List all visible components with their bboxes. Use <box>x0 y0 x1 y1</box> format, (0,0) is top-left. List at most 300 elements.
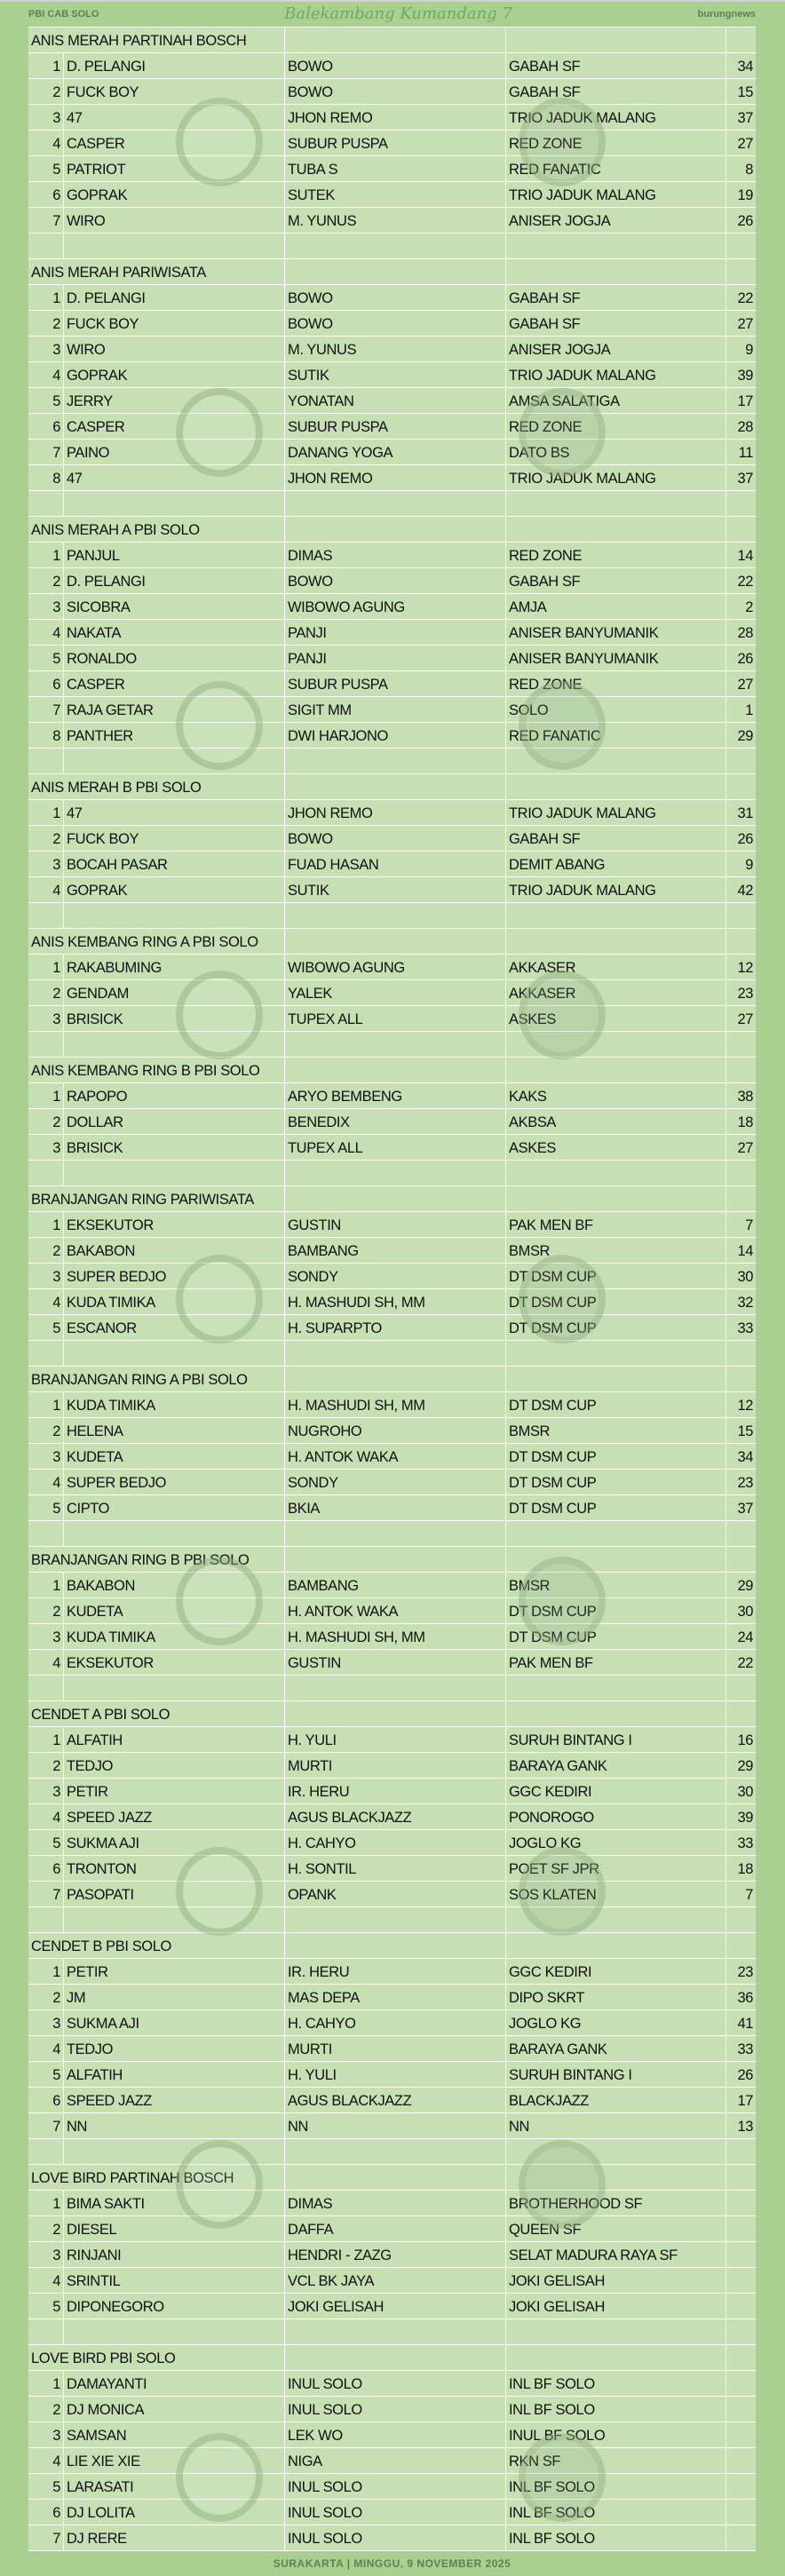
owner-cell[interactable]: INUL SOLO <box>285 2397 506 2421</box>
empty-cell[interactable] <box>28 491 64 516</box>
empty-cell[interactable] <box>726 517 756 542</box>
owner-cell[interactable]: SONDY <box>285 1470 506 1494</box>
owner-cell[interactable]: NN <box>285 2113 506 2138</box>
team-cell[interactable]: SELAT MADURA RAYA SF <box>506 2242 726 2267</box>
score-cell[interactable]: 29 <box>737 1758 753 1774</box>
rank-cell[interactable]: 1 <box>28 1212 64 1237</box>
empty-cell[interactable] <box>726 28 756 52</box>
owner-cell[interactable]: M. YUNUS <box>285 337 506 361</box>
bird-name-cell[interactable]: PETIR <box>64 1959 285 1984</box>
score-cell[interactable]: 30 <box>737 1269 753 1285</box>
empty-cell[interactable] <box>285 1521 506 1546</box>
score-cell[interactable]: 33 <box>737 1835 753 1851</box>
bird-name-cell[interactable]: PATRIOT <box>64 156 285 181</box>
rank-cell[interactable]: 4 <box>28 2268 64 2293</box>
bird-name-cell[interactable]: RINJANI <box>64 2242 285 2267</box>
score-cell[interactable]: 34 <box>737 59 753 75</box>
section-title-cell[interactable]: ANIS KEMBANG RING A PBI SOLO <box>28 929 285 954</box>
rank-cell[interactable]: 8 <box>28 465 64 490</box>
owner-cell[interactable]: H. SUPARPTO <box>285 1315 506 1340</box>
empty-cell[interactable] <box>726 1341 756 1366</box>
bird-name-cell[interactable]: GENDAM <box>64 980 285 1005</box>
owner-cell[interactable]: NUGROHO <box>285 1418 506 1443</box>
bird-name-cell[interactable]: BAKABON <box>64 1238 285 1263</box>
bird-name-cell[interactable]: RAKABUMING <box>64 955 285 979</box>
rank-cell[interactable]: 6 <box>28 2500 64 2524</box>
owner-cell[interactable]: H. SONTIL <box>285 1856 506 1881</box>
bird-name-cell[interactable]: D. PELANGI <box>64 53 285 78</box>
owner-cell[interactable]: TUPEX ALL <box>285 1135 506 1160</box>
empty-cell[interactable] <box>28 1341 64 1366</box>
team-cell[interactable]: GABAH SF <box>506 285 726 310</box>
owner-cell[interactable]: DWI HARJONO <box>285 723 506 748</box>
rank-cell[interactable]: 2 <box>28 568 64 593</box>
bird-name-cell[interactable]: SAMSAN <box>64 2422 285 2447</box>
empty-cell[interactable] <box>506 1341 726 1366</box>
owner-cell[interactable]: GUSTIN <box>285 1650 506 1675</box>
team-cell[interactable]: DT DSM CUP <box>506 1315 726 1340</box>
owner-cell[interactable]: AGUS BLACKJAZZ <box>285 2088 506 2112</box>
team-cell[interactable]: DT DSM CUP <box>506 1444 726 1469</box>
score-cell[interactable]: 27 <box>737 677 753 693</box>
empty-cell[interactable] <box>506 1161 726 1185</box>
owner-cell[interactable]: SUBUR PUSPA <box>285 671 506 696</box>
owner-cell[interactable]: DAFFA <box>285 2216 506 2241</box>
rank-cell[interactable]: 3 <box>28 852 64 876</box>
empty-cell[interactable] <box>506 2319 726 2344</box>
owner-cell[interactable]: DANANG YOGA <box>285 440 506 464</box>
score-cell[interactable]: 13 <box>737 2119 753 2135</box>
score-cell[interactable]: 2 <box>745 599 753 615</box>
owner-cell[interactable]: GUSTIN <box>285 1212 506 1237</box>
owner-cell[interactable]: LEK WO <box>285 2422 506 2447</box>
score-cell[interactable]: 23 <box>737 1964 753 1980</box>
team-cell[interactable]: ANISER BANYUMANIK <box>506 620 726 645</box>
owner-cell[interactable]: MAS DEPA <box>285 1985 506 2009</box>
score-cell[interactable]: 27 <box>737 136 753 152</box>
bird-name-cell[interactable]: BRISICK <box>64 1006 285 1031</box>
owner-cell[interactable]: H. MASHUDI SH, MM <box>285 1624 506 1649</box>
owner-cell[interactable]: AGUS BLACKJAZZ <box>285 1804 506 1829</box>
bird-name-cell[interactable]: 47 <box>64 800 285 825</box>
empty-cell[interactable] <box>285 1161 506 1185</box>
bird-name-cell[interactable]: GOPRAK <box>64 362 285 387</box>
rank-cell[interactable]: 1 <box>28 1959 64 1984</box>
section-title-cell[interactable]: BRANJANGAN RING PARIWISATA <box>28 1186 285 1211</box>
empty-cell[interactable] <box>506 1186 726 1211</box>
owner-cell[interactable]: INUL SOLO <box>285 2474 506 2499</box>
score-cell[interactable] <box>726 2242 756 2267</box>
empty-cell[interactable] <box>726 491 756 516</box>
rank-cell[interactable]: 3 <box>28 337 64 361</box>
section-title-cell[interactable]: LOVE BIRD PARTINAH BOSCH <box>28 2165 285 2190</box>
score-cell[interactable]: 27 <box>737 1011 753 1027</box>
empty-cell[interactable] <box>64 1032 285 1057</box>
rank-cell[interactable]: 5 <box>28 156 64 181</box>
empty-cell[interactable] <box>64 903 285 928</box>
bird-name-cell[interactable]: DJ MONICA <box>64 2397 285 2421</box>
score-cell[interactable] <box>726 2397 756 2421</box>
team-cell[interactable]: TRIO JADUK MALANG <box>506 465 726 490</box>
rank-cell[interactable]: 1 <box>28 1573 64 1597</box>
bird-name-cell[interactable]: CIPTO <box>64 1495 285 1520</box>
empty-cell[interactable] <box>285 1676 506 1700</box>
bird-name-cell[interactable]: RAPOPO <box>64 1083 285 1108</box>
rank-cell[interactable]: 8 <box>28 723 64 748</box>
empty-cell[interactable] <box>726 2139 756 2164</box>
rank-cell[interactable]: 1 <box>28 955 64 979</box>
team-cell[interactable]: GABAH SF <box>506 311 726 336</box>
bird-name-cell[interactable]: D. PELANGI <box>64 285 285 310</box>
rank-cell[interactable]: 5 <box>28 646 64 670</box>
rank-cell[interactable]: 2 <box>28 2397 64 2421</box>
section-title-cell[interactable]: ANIS MERAH PARIWISATA <box>28 259 285 284</box>
score-cell[interactable] <box>726 2268 756 2293</box>
owner-cell[interactable]: BOWO <box>285 79 506 104</box>
team-cell[interactable]: TRIO JADUK MALANG <box>506 362 726 387</box>
empty-cell[interactable] <box>506 774 726 799</box>
team-cell[interactable]: JOGLO KG <box>506 1830 726 1855</box>
owner-cell[interactable]: BOWO <box>285 285 506 310</box>
empty-cell[interactable] <box>64 1161 285 1185</box>
empty-cell[interactable] <box>285 1341 506 1366</box>
empty-cell[interactable] <box>506 1676 726 1700</box>
score-cell[interactable]: 11 <box>738 445 753 461</box>
team-cell[interactable]: SOS KLATEN <box>506 1882 726 1906</box>
rank-cell[interactable]: 2 <box>28 2216 64 2241</box>
team-cell[interactable]: RED FANATIC <box>506 156 726 181</box>
rank-cell[interactable]: 6 <box>28 1856 64 1881</box>
score-cell[interactable]: 9 <box>745 857 753 873</box>
rank-cell[interactable]: 5 <box>28 2062 64 2087</box>
bird-name-cell[interactable]: ESCANOR <box>64 1315 285 1340</box>
empty-cell[interactable] <box>285 1032 506 1057</box>
empty-cell[interactable] <box>64 1907 285 1932</box>
owner-cell[interactable]: SONDY <box>285 1264 506 1288</box>
score-cell[interactable]: 34 <box>737 1449 753 1465</box>
rank-cell[interactable]: 6 <box>28 182 64 207</box>
owner-cell[interactable]: BKIA <box>285 1495 506 1520</box>
empty-cell[interactable] <box>285 903 506 928</box>
bird-name-cell[interactable]: DOLLAR <box>64 1109 285 1134</box>
score-cell[interactable]: 27 <box>737 1140 753 1156</box>
owner-cell[interactable]: SUBUR PUSPA <box>285 131 506 155</box>
score-cell[interactable]: 26 <box>737 2067 753 2083</box>
score-cell[interactable]: 37 <box>737 471 753 487</box>
score-cell[interactable]: 27 <box>737 316 753 332</box>
empty-cell[interactable] <box>285 259 506 284</box>
owner-cell[interactable]: PANJI <box>285 620 506 645</box>
score-cell[interactable]: 33 <box>737 1320 753 1336</box>
empty-cell[interactable] <box>285 234 506 258</box>
empty-cell[interactable] <box>64 2319 285 2344</box>
rank-cell[interactable]: 7 <box>28 2525 64 2550</box>
team-cell[interactable]: JOKI GELISAH <box>506 2294 726 2318</box>
team-cell[interactable]: SOLO <box>506 697 726 722</box>
empty-cell[interactable] <box>726 1907 756 1932</box>
team-cell[interactable]: BROTHERHOOD SF <box>506 2191 726 2215</box>
score-cell[interactable]: 38 <box>737 1089 753 1105</box>
score-cell[interactable]: 14 <box>737 548 753 564</box>
team-cell[interactable]: TRIO JADUK MALANG <box>506 182 726 207</box>
score-cell[interactable]: 36 <box>737 1990 753 2006</box>
bird-name-cell[interactable]: FUCK BOY <box>64 79 285 104</box>
bird-name-cell[interactable]: DJ RERE <box>64 2525 285 2550</box>
score-cell[interactable] <box>726 2422 756 2447</box>
empty-cell[interactable] <box>506 491 726 516</box>
rank-cell[interactable]: 4 <box>28 131 64 155</box>
empty-cell[interactable] <box>726 1161 756 1185</box>
owner-cell[interactable]: H. YULI <box>285 2062 506 2087</box>
section-title-cell[interactable]: BRANJANGAN RING A PBI SOLO <box>28 1367 285 1391</box>
bird-name-cell[interactable]: FUCK BOY <box>64 826 285 851</box>
empty-cell[interactable] <box>64 749 285 773</box>
team-cell[interactable]: JOGLO KG <box>506 2010 726 2035</box>
rank-cell[interactable]: 3 <box>28 1624 64 1649</box>
rank-cell[interactable]: 7 <box>28 697 64 722</box>
empty-cell[interactable] <box>506 1933 726 1958</box>
score-cell[interactable] <box>726 2448 756 2473</box>
empty-cell[interactable] <box>64 234 285 258</box>
rank-cell[interactable]: 2 <box>28 1238 64 1263</box>
score-cell[interactable]: 14 <box>737 1243 753 1259</box>
team-cell[interactable]: INL BF SOLO <box>506 2371 726 2396</box>
team-cell[interactable]: BLACKJAZZ <box>506 2088 726 2112</box>
team-cell[interactable]: GGC KEDIRI <box>506 1779 726 1803</box>
empty-cell[interactable] <box>726 1521 756 1546</box>
rank-cell[interactable]: 4 <box>28 2036 64 2061</box>
owner-cell[interactable]: FUAD HASAN <box>285 852 506 876</box>
score-cell[interactable]: 31 <box>737 805 753 821</box>
bird-name-cell[interactable]: PANJUL <box>64 543 285 567</box>
rank-cell[interactable]: 1 <box>28 53 64 78</box>
owner-cell[interactable]: TUPEX ALL <box>285 1006 506 1031</box>
empty-cell[interactable] <box>506 259 726 284</box>
empty-cell[interactable] <box>28 1161 64 1185</box>
owner-cell[interactable]: BAMBANG <box>285 1573 506 1597</box>
score-cell[interactable]: 39 <box>737 1810 753 1826</box>
team-cell[interactable]: ANISER JOGJA <box>506 208 726 233</box>
team-cell[interactable]: SURUH BINTANG I <box>506 1727 726 1752</box>
empty-cell[interactable] <box>506 1058 726 1082</box>
section-title-cell[interactable]: ANIS MERAH A PBI SOLO <box>28 517 285 542</box>
empty-cell[interactable] <box>28 1676 64 1700</box>
owner-cell[interactable]: IR. HERU <box>285 1779 506 1803</box>
empty-cell[interactable] <box>726 1032 756 1057</box>
empty-cell[interactable] <box>64 491 285 516</box>
empty-cell[interactable] <box>285 774 506 799</box>
empty-cell[interactable] <box>506 749 726 773</box>
section-title-cell[interactable]: ANIS KEMBANG RING B PBI SOLO <box>28 1058 285 1082</box>
owner-cell[interactable]: H. MASHUDI SH, MM <box>285 1289 506 1314</box>
owner-cell[interactable]: WIBOWO AGUNG <box>285 594 506 619</box>
rank-cell[interactable]: 3 <box>28 1135 64 1160</box>
rank-cell[interactable]: 1 <box>28 800 64 825</box>
team-cell[interactable]: ASKES <box>506 1006 726 1031</box>
rank-cell[interactable]: 2 <box>28 79 64 104</box>
empty-cell[interactable] <box>506 1547 726 1572</box>
score-cell[interactable]: 7 <box>745 1887 753 1903</box>
section-title-cell[interactable]: LOVE BIRD PBI SOLO <box>28 2345 285 2370</box>
score-cell[interactable]: 26 <box>737 213 753 229</box>
rank-cell[interactable]: 1 <box>28 543 64 567</box>
bird-name-cell[interactable]: 47 <box>64 105 285 130</box>
owner-cell[interactable]: H. CAHYO <box>285 1830 506 1855</box>
empty-cell[interactable] <box>726 749 756 773</box>
owner-cell[interactable]: IR. HERU <box>285 1959 506 1984</box>
team-cell[interactable]: AKKASER <box>506 980 726 1005</box>
team-cell[interactable]: KAKS <box>506 1083 726 1108</box>
score-cell[interactable]: 29 <box>737 728 753 744</box>
empty-cell[interactable] <box>285 491 506 516</box>
score-cell[interactable]: 23 <box>737 1475 753 1491</box>
team-cell[interactable]: SURUH BINTANG I <box>506 2062 726 2087</box>
rank-cell[interactable]: 5 <box>28 388 64 413</box>
score-cell[interactable]: 28 <box>737 419 753 435</box>
bird-name-cell[interactable]: RAJA GETAR <box>64 697 285 722</box>
team-cell[interactable]: NN <box>506 2113 726 2138</box>
score-cell[interactable]: 7 <box>745 1217 753 1233</box>
bird-name-cell[interactable]: SUKMA AJI <box>64 2010 285 2035</box>
bird-name-cell[interactable]: HELENA <box>64 1418 285 1443</box>
team-cell[interactable]: AMSA SALATIGA <box>506 388 726 413</box>
rank-cell[interactable]: 2 <box>28 980 64 1005</box>
team-cell[interactable]: TRIO JADUK MALANG <box>506 105 726 130</box>
empty-cell[interactable] <box>285 749 506 773</box>
score-cell[interactable]: 16 <box>737 1732 753 1748</box>
team-cell[interactable]: PAK MEN BF <box>506 1212 726 1237</box>
bird-name-cell[interactable]: PANTHER <box>64 723 285 748</box>
owner-cell[interactable]: MURTI <box>285 2036 506 2061</box>
owner-cell[interactable]: H. MASHUDI SH, MM <box>285 1392 506 1417</box>
owner-cell[interactable]: BOWO <box>285 311 506 336</box>
rank-cell[interactable]: 3 <box>28 1264 64 1288</box>
bird-name-cell[interactable]: BIMA SAKTI <box>64 2191 285 2215</box>
empty-cell[interactable] <box>506 2165 726 2190</box>
rank-cell[interactable]: 2 <box>28 311 64 336</box>
team-cell[interactable]: DT DSM CUP <box>506 1289 726 1314</box>
team-cell[interactable]: BMSR <box>506 1418 726 1443</box>
empty-cell[interactable] <box>28 1032 64 1057</box>
empty-cell[interactable] <box>726 1547 756 1572</box>
empty-cell[interactable] <box>506 2345 726 2370</box>
empty-cell[interactable] <box>506 234 726 258</box>
bird-name-cell[interactable]: TRONTON <box>64 1856 285 1881</box>
rank-cell[interactable]: 2 <box>28 1598 64 1623</box>
team-cell[interactable]: TRIO JADUK MALANG <box>506 877 726 902</box>
team-cell[interactable]: AKKASER <box>506 955 726 979</box>
owner-cell[interactable]: BOWO <box>285 826 506 851</box>
owner-cell[interactable]: SUBUR PUSPA <box>285 414 506 439</box>
owner-cell[interactable]: M. YUNUS <box>285 208 506 233</box>
owner-cell[interactable]: SUTIK <box>285 877 506 902</box>
owner-cell[interactable]: SUTEK <box>285 182 506 207</box>
bird-name-cell[interactable]: RONALDO <box>64 646 285 670</box>
bird-name-cell[interactable]: LARASATI <box>64 2474 285 2499</box>
rank-cell[interactable]: 4 <box>28 362 64 387</box>
owner-cell[interactable]: H. ANTOK WAKA <box>285 1598 506 1623</box>
bird-name-cell[interactable]: SRINTIL <box>64 2268 285 2293</box>
bird-name-cell[interactable]: JM <box>64 1985 285 2009</box>
bird-name-cell[interactable]: DJ LOLITA <box>64 2500 285 2524</box>
empty-cell[interactable] <box>285 1933 506 1958</box>
bird-name-cell[interactable]: BAKABON <box>64 1573 285 1597</box>
empty-cell[interactable] <box>506 2139 726 2164</box>
empty-cell[interactable] <box>64 1521 285 1546</box>
empty-cell[interactable] <box>506 1367 726 1391</box>
empty-cell[interactable] <box>64 1341 285 1366</box>
section-title-cell[interactable]: ANIS MERAH B PBI SOLO <box>28 774 285 799</box>
bird-name-cell[interactable]: KUDA TIMIKA <box>64 1624 285 1649</box>
bird-name-cell[interactable]: KUDA TIMIKA <box>64 1392 285 1417</box>
bird-name-cell[interactable]: GOPRAK <box>64 182 285 207</box>
team-cell[interactable]: BMSR <box>506 1238 726 1263</box>
owner-cell[interactable]: SIGIT MM <box>285 697 506 722</box>
empty-cell[interactable] <box>726 1367 756 1391</box>
bird-name-cell[interactable]: TEDJO <box>64 2036 285 2061</box>
bird-name-cell[interactable]: NAKATA <box>64 620 285 645</box>
rank-cell[interactable]: 3 <box>28 2422 64 2447</box>
team-cell[interactable]: INL BF SOLO <box>506 2474 726 2499</box>
empty-cell[interactable] <box>285 1547 506 1572</box>
team-cell[interactable]: DT DSM CUP <box>506 1392 726 1417</box>
team-cell[interactable]: ANISER BANYUMANIK <box>506 646 726 670</box>
bird-name-cell[interactable]: ALFATIH <box>64 2062 285 2087</box>
empty-cell[interactable] <box>28 903 64 928</box>
empty-cell[interactable] <box>506 1907 726 1932</box>
owner-cell[interactable]: YONATAN <box>285 388 506 413</box>
bird-name-cell[interactable]: PAINO <box>64 440 285 464</box>
empty-cell[interactable] <box>28 2319 64 2344</box>
empty-cell[interactable] <box>726 1701 756 1726</box>
empty-cell[interactable] <box>28 1521 64 1546</box>
rank-cell[interactable]: 5 <box>28 2474 64 2499</box>
team-cell[interactable]: INL BF SOLO <box>506 2397 726 2421</box>
owner-cell[interactable]: BENEDIX <box>285 1109 506 1134</box>
rank-cell[interactable]: 6 <box>28 2088 64 2112</box>
team-cell[interactable]: QUEEN SF <box>506 2216 726 2241</box>
bird-name-cell[interactable]: LIE XIE XIE <box>64 2448 285 2473</box>
team-cell[interactable]: GABAH SF <box>506 53 726 78</box>
bird-name-cell[interactable]: TEDJO <box>64 1753 285 1778</box>
bird-name-cell[interactable]: 47 <box>64 465 285 490</box>
empty-cell[interactable] <box>285 1186 506 1211</box>
rank-cell[interactable]: 2 <box>28 1985 64 2009</box>
score-cell[interactable]: 1 <box>745 702 753 718</box>
team-cell[interactable]: POET SF JPR <box>506 1856 726 1881</box>
team-cell[interactable]: DATO BS <box>506 440 726 464</box>
team-cell[interactable]: GABAH SF <box>506 826 726 851</box>
empty-cell[interactable] <box>285 2139 506 2164</box>
score-cell[interactable]: 8 <box>745 162 753 178</box>
rank-cell[interactable]: 3 <box>28 1006 64 1031</box>
bird-name-cell[interactable]: FUCK BOY <box>64 311 285 336</box>
rank-cell[interactable]: 3 <box>28 2010 64 2035</box>
bird-name-cell[interactable]: ALFATIH <box>64 1727 285 1752</box>
owner-cell[interactable]: JOKI GELISAH <box>285 2294 506 2318</box>
bird-name-cell[interactable]: EKSEKUTOR <box>64 1650 285 1675</box>
rank-cell[interactable]: 1 <box>28 1727 64 1752</box>
empty-cell[interactable] <box>506 929 726 954</box>
team-cell[interactable]: GGC KEDIRI <box>506 1959 726 1984</box>
owner-cell[interactable]: NIGA <box>285 2448 506 2473</box>
team-cell[interactable]: PONOROGO <box>506 1804 726 1829</box>
score-cell[interactable] <box>726 2191 756 2215</box>
empty-cell[interactable] <box>285 1367 506 1391</box>
team-cell[interactable]: DT DSM CUP <box>506 1624 726 1649</box>
rank-cell[interactable]: 4 <box>28 1804 64 1829</box>
rank-cell[interactable]: 3 <box>28 1444 64 1469</box>
